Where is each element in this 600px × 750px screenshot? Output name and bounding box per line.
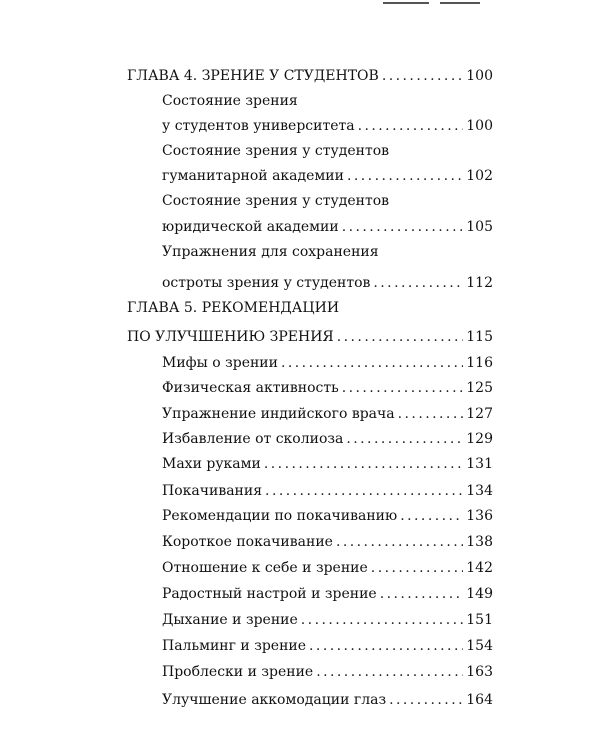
toc-entry-row [162, 89, 493, 113]
dot-leader [342, 215, 464, 239]
toc-entry-row [162, 139, 493, 163]
toc-entry[interactable] [0, 688, 600, 712]
toc-page-number: 115 [466, 329, 493, 345]
toc-page-number: 100 [466, 118, 493, 134]
toc-entry[interactable] [0, 325, 600, 349]
dot-leader [336, 530, 463, 554]
toc-page-number: 164 [466, 692, 493, 708]
toc-entry[interactable] [0, 114, 600, 138]
dot-leader [398, 402, 464, 426]
toc-entry[interactable] [0, 89, 600, 113]
toc-entry-row [162, 634, 493, 658]
toc-entry[interactable] [0, 427, 600, 451]
toc-entry-title: Махи руками [162, 456, 261, 472]
toc-entry-title: Состояние зрения у студентов [162, 143, 390, 159]
toc-entry-row [162, 479, 493, 503]
toc-entry-title: ГЛАВА 4. ЗРЕНИЕ У СТУДЕНТОВ [127, 68, 379, 84]
toc-entry-title: Упражнения для сохранения [162, 244, 379, 260]
toc-entry-row [162, 688, 493, 712]
toc-entry-row [162, 189, 493, 213]
dot-leader [358, 114, 464, 138]
dot-leader [373, 271, 463, 295]
toc-entry-title: остроты зрения у студентов [162, 275, 371, 291]
toc-entry-row [162, 114, 493, 138]
toc-entry-row [162, 660, 493, 684]
toc-entry[interactable] [0, 64, 600, 88]
toc-page-number: 142 [466, 560, 493, 576]
toc-page-number: 127 [466, 406, 493, 422]
toc-entry-row [127, 64, 493, 88]
toc-entry-title: Физическая активность [162, 380, 339, 396]
toc-page-number: 129 [466, 431, 493, 447]
toc-page-number: 134 [466, 483, 493, 499]
toc-page-number: 102 [466, 168, 493, 184]
toc-entry-title: Избавление от сколиоза [162, 431, 344, 447]
dot-leader [309, 634, 463, 658]
toc-entry[interactable] [0, 530, 600, 554]
toc-entry-title: Дыхание и зрение [162, 612, 298, 628]
toc-entry[interactable] [0, 402, 600, 426]
toc-entry-title: ПО УЛУЧШЕНИЮ ЗРЕНИЯ [127, 329, 334, 345]
toc-entry[interactable] [0, 240, 600, 264]
dot-leader [400, 504, 463, 528]
toc-entry[interactable] [0, 164, 600, 188]
toc-entry-title: Упражнение индийского врача [162, 406, 395, 422]
toc-entry-row [162, 452, 493, 476]
toc-entry[interactable] [0, 634, 600, 658]
toc-page-number: 125 [466, 380, 493, 396]
toc-entry-title: у студентов университета [162, 118, 355, 134]
toc-entry[interactable] [0, 452, 600, 476]
toc-entry-row [162, 556, 493, 580]
toc-page-number: 136 [466, 508, 493, 524]
toc-entry[interactable] [0, 608, 600, 632]
dot-leader [380, 582, 464, 606]
toc-entry-row [162, 530, 493, 554]
toc-entry-row [162, 215, 493, 239]
toc-entry[interactable] [0, 271, 600, 295]
dot-leader [301, 608, 463, 632]
toc-entry[interactable] [0, 296, 600, 320]
toc-entry-row [162, 271, 493, 295]
toc-entry-row [127, 325, 493, 349]
toc-entry-title: Рекомендации по покачиванию [162, 508, 398, 524]
toc-entry-title: Состояние зрения [162, 93, 298, 109]
toc-page-number: 138 [466, 534, 493, 550]
toc-entry[interactable] [0, 215, 600, 239]
toc-entry-title: Радостный настрой и зрение [162, 586, 377, 602]
toc-entry-row [162, 427, 493, 451]
dot-leader [337, 325, 464, 349]
toc-entry-row [162, 164, 493, 188]
dot-leader [264, 452, 463, 476]
toc-page-number: 163 [466, 664, 493, 680]
toc-page-number: 116 [466, 355, 493, 371]
toc-entry[interactable] [0, 376, 600, 400]
toc-entry-row [162, 608, 493, 632]
toc-entry[interactable] [0, 139, 600, 163]
toc-page-number: 151 [466, 612, 493, 628]
toc-entry-title: Мифы о зрении [162, 355, 278, 371]
toc-entry-row [162, 376, 493, 400]
toc-page-number: 105 [466, 219, 493, 235]
toc-entry[interactable] [0, 189, 600, 213]
toc-entry-title: Покачивания [162, 483, 263, 499]
toc-entry[interactable] [0, 351, 600, 375]
toc-entry-row [162, 351, 493, 375]
toc-entry-row [162, 240, 493, 264]
dot-leader [265, 479, 463, 503]
toc-page-number: 131 [466, 456, 493, 472]
toc-entry-title: юридической академии [162, 219, 339, 235]
dot-leader [382, 64, 463, 88]
toc-entry-title: Короткое покачивание [162, 534, 333, 550]
toc-entry[interactable] [0, 660, 600, 684]
dot-leader [371, 556, 463, 580]
toc-page-number: 100 [466, 68, 493, 84]
toc-entry-row [127, 296, 493, 320]
toc-entry-row [162, 504, 493, 528]
toc-entry-title: Состояние зрения у студентов [162, 193, 390, 209]
toc-entry-title: ГЛАВА 5. РЕКОМЕНДАЦИИ [127, 300, 340, 316]
toc-entry[interactable] [0, 556, 600, 580]
toc-entry[interactable] [0, 504, 600, 528]
toc-page-number: 149 [466, 586, 493, 602]
toc-page-number: 154 [466, 638, 493, 654]
dot-leader [342, 376, 464, 400]
dot-leader [346, 427, 463, 451]
toc-entry-title: Отношение к себе и зрение [162, 560, 368, 576]
toc-entry-row [162, 582, 493, 606]
dot-leader [281, 351, 463, 375]
toc-entry-title: Пальминг и зрение [162, 638, 307, 654]
toc-entry[interactable] [0, 479, 600, 503]
toc-entry-title: Проблески и зрение [162, 664, 314, 680]
dot-leader [316, 660, 463, 684]
toc-entry[interactable] [0, 582, 600, 606]
toc-entry-title: гуманитарной академии [162, 168, 344, 184]
dot-leader [389, 688, 463, 712]
dot-leader [347, 164, 463, 188]
toc-page-number: 112 [466, 275, 493, 291]
toc-entry-row [162, 402, 493, 426]
toc-entry-title: Улучшение аккомодации глаз [162, 692, 387, 708]
